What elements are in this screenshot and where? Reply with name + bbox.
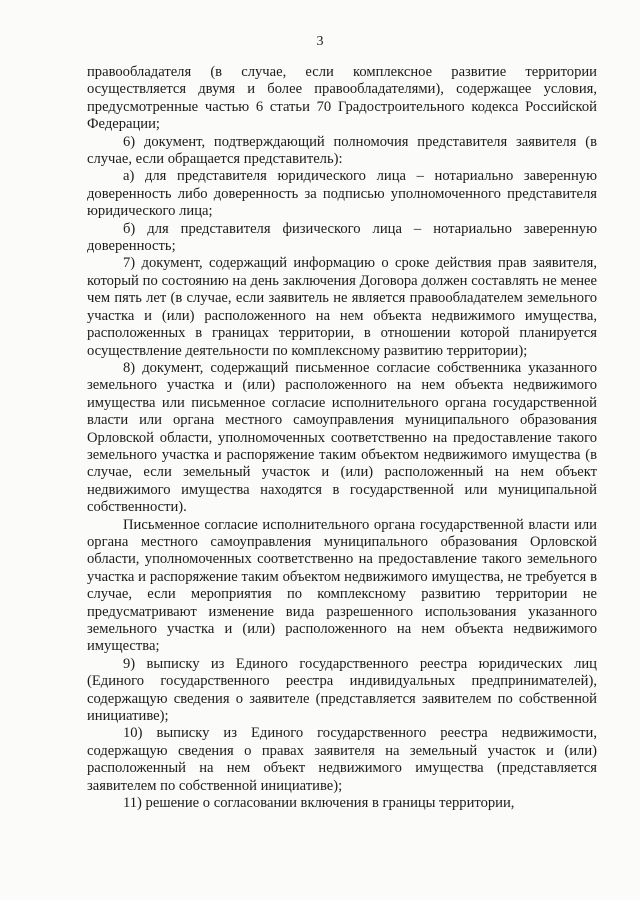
document-body xyxy=(87,64,597,812)
paragraph-item-9: 9) выписку из Единого государственного реестра юридических лиц (Единого государственного реестра индивидуальных предпринимателей), содержащую сведения о заявителе (представляется заявителем по собственной инициативе); xyxy=(87,655,597,725)
paragraph-consent-note: Письменное согласие исполнительного органа государственной власти или органа местного самоуправления муниципального образования Орловской области, уполномоченных соответственно на предоставление такого земельного участка и распоряжение таким объектом недвижимого имущества, не требуется в случае, если мероприятия по комплексному развитию территории не предусматривают изменение вида разрешенного использования указанного земельного участка и (или) расположенного на нем объекта недвижимого имущества; xyxy=(87,516,597,655)
paragraph-item-6a: а) для представителя юридического лица – нотариально заверенную доверенность либо доверенность за подписью уполномоченного представителя юридического лица; xyxy=(87,168,597,220)
page-number: 3 xyxy=(316,34,324,49)
paragraph-item-7: 7) документ, содержащий информацию о сроке действия прав заявителя, который по состоянию на день заключения Договора должен составлять не менее чем пять лет (в случае, если заявитель не является правообладателем земельного участка и (или) расположенного на нем объекта недвижимого имущества, расположенных в границах территории, в отношении которой планируется осуществление деятельности по комплексному развитию территории); xyxy=(87,255,597,359)
paragraph-item-6b: б) для представителя физического лица – нотариально заверенную доверенность; xyxy=(87,220,597,255)
paragraph-item-6: 6) документ, подтверждающий полномочия представителя заявителя (в случае, если обращается представитель): xyxy=(87,133,597,168)
paragraph-item-8: 8) документ, содержащий письменное согласие собственника указанного земельного участка и (или) расположенного на нем объекта недвижимого имущества или письменное согласие исполнительного органа государственной власти или органа местного самоуправления муниципального образования Орловской области, уполномоченных соответственно на предоставление такого земельного участка и распоряжение таким объектом недвижимого имущества (в случае, если земельный участок и (или) расположенный на нем объект недвижимого имущества находятся в государственной или муниципальной собственности). xyxy=(87,359,597,516)
paragraph-item-10: 10) выписку из Единого государственного реестра недвижимости, содержащую сведения о правах заявителя на земельный участок и (или) расположенный на нем объект недвижимого имущества (представляется заявителем по собственной инициативе); xyxy=(87,725,597,794)
paragraph-item-11: 11) решение о согласовании включения в границы территории, xyxy=(123,795,515,812)
paragraph-continuation: правообладателя (в случае, если комплексное развитие территории осуществляется двумя и более правообладателями), содержащее условия, предусмотренные частью 6 статьи 70 Градостроительного кодекса Российской Федерации; xyxy=(87,64,597,133)
